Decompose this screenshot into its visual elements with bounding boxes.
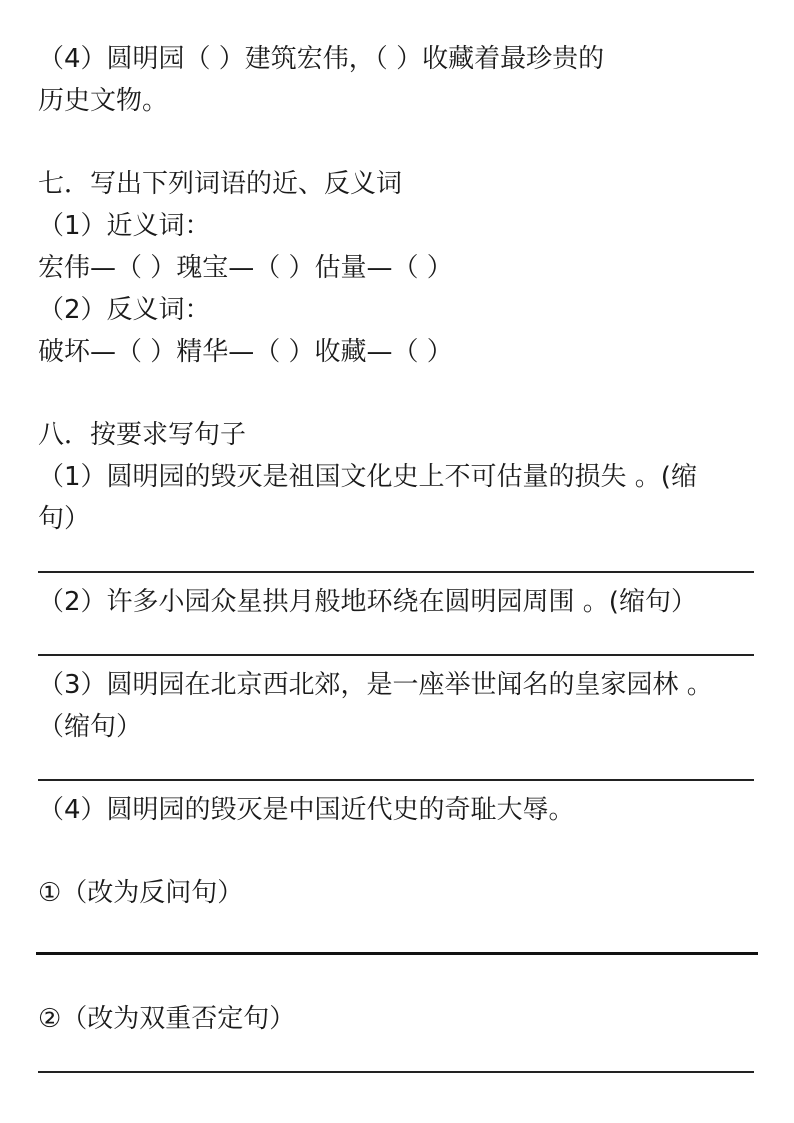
question-4: （4）圆明园的毁灭是中国近代史的奇耻大辱。 — [38, 795, 575, 825]
question-3-line1: （3）圆明园在北京西北郊，是一座举世闻名的皇家园林 。 — [38, 670, 713, 700]
question-4-sub2: ②（改为双重否定句） — [38, 1004, 296, 1034]
synonyms-line: 宏伟—（ ）瑰宝—（ ）估量—（ ） — [38, 253, 453, 283]
antonyms-line: 破坏—（ ）精华—（ ）收藏—（ ） — [38, 337, 453, 367]
synonyms-label: （1）近义词： — [38, 211, 211, 241]
question-1-line2: 句） — [38, 504, 91, 534]
answer-line-4b[interactable] — [38, 1071, 754, 1073]
item4-line1: （4）圆明园（ ）建筑宏伟，（ ）收藏着最珍贵的 — [38, 44, 605, 74]
answer-line-1[interactable] — [38, 571, 754, 573]
answer-line-2[interactable] — [38, 654, 754, 656]
answer-line-4a[interactable] — [36, 952, 758, 955]
question-4-sub1: ①（改为反问句） — [38, 878, 244, 908]
question-1-line1: （1）圆明园的毁灭是祖国文化史上不可估量的损失 。(缩 — [38, 462, 697, 492]
answer-line-3[interactable] — [38, 779, 754, 781]
antonyms-label: （2）反义词： — [38, 295, 211, 325]
question-2: （2）许多小园众星拱月般地环绕在圆明园周围 。(缩句） — [38, 587, 697, 617]
section7-title: 七．写出下列词语的近、反义词 — [38, 169, 403, 199]
question-3-line2: （缩句） — [38, 712, 143, 742]
item4-line2: 历史文物。 — [38, 86, 169, 116]
section8-title: 八．按要求写句子 — [38, 420, 247, 450]
